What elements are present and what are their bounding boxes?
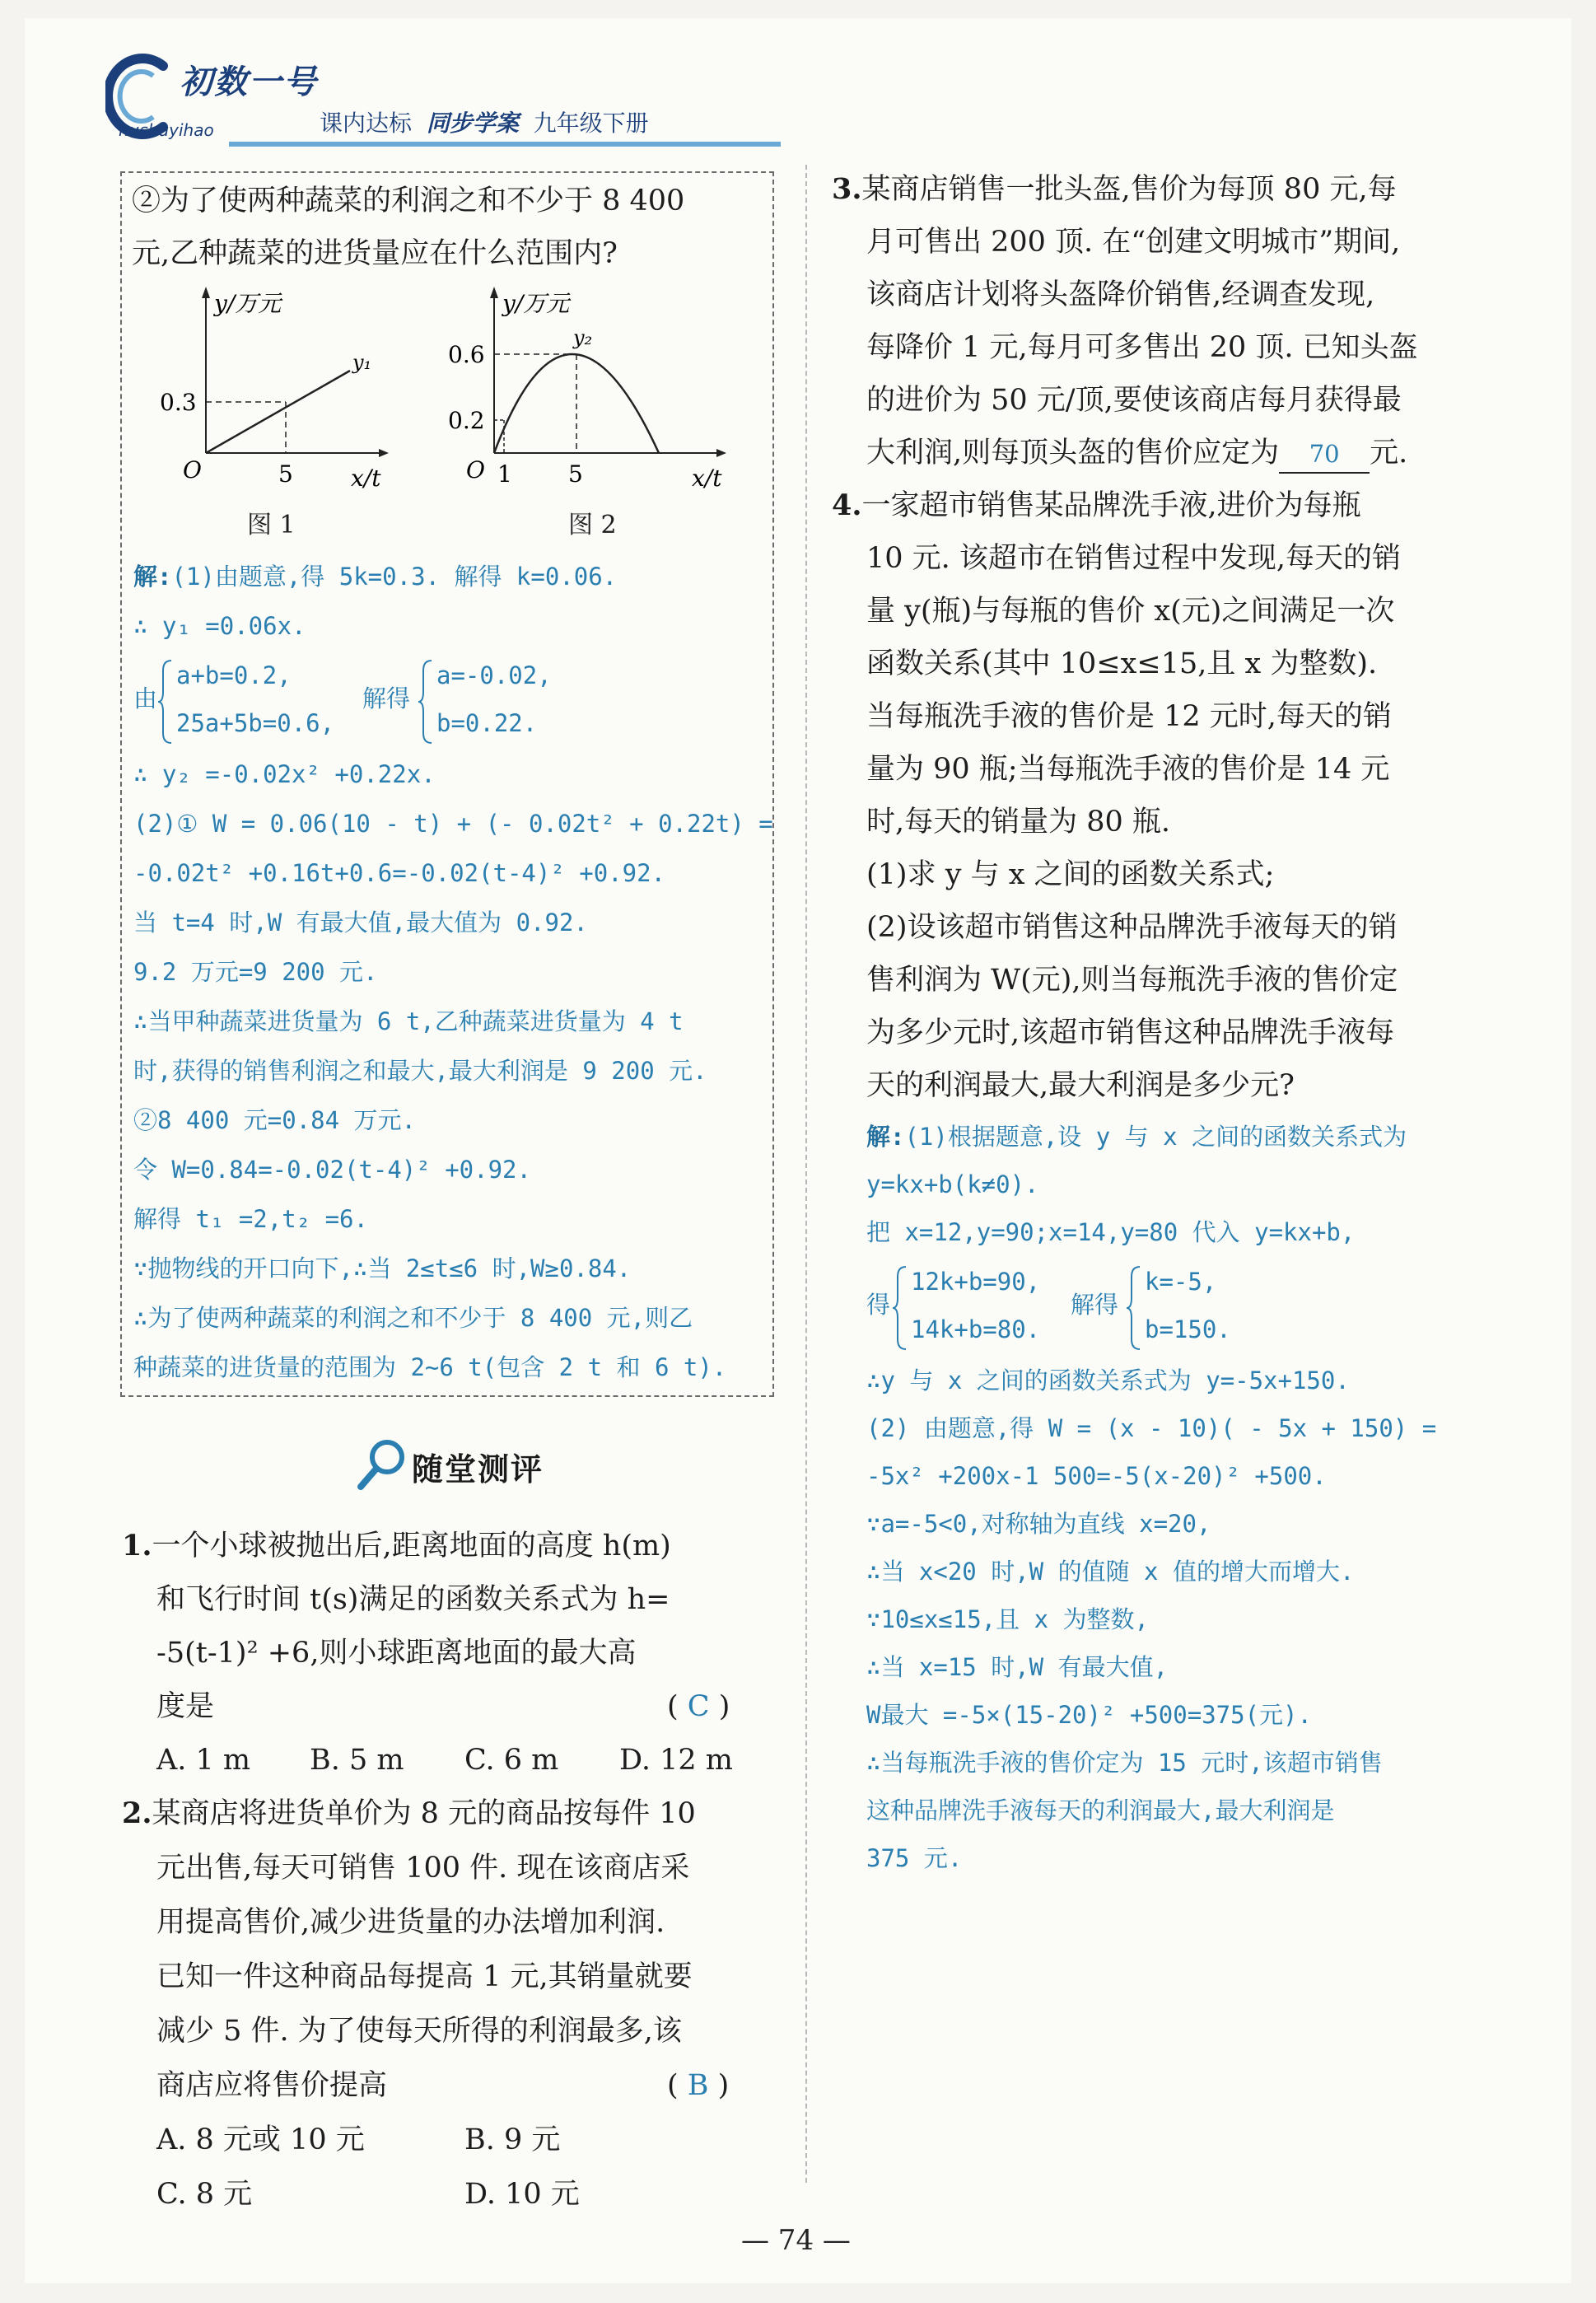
- fig2-y-arrow: [490, 287, 498, 298]
- question-4-line: 时,每天的销量为 80 瓶.: [866, 806, 1171, 839]
- question-3-line: [866, 427, 1407, 479]
- solution-text: (1)由题意,得 5k=0.3. 解得 k=0.06.: [171, 563, 618, 591]
- fill-answer: 70: [1309, 440, 1340, 468]
- left-brace-icon: [1125, 1265, 1143, 1351]
- q4-solution-line: W最大 =-5×(15-20)² +500=375(元).: [866, 1701, 1312, 1729]
- question-2-line: [122, 1787, 696, 1840]
- subtitle-series: 同步学案: [426, 110, 519, 137]
- question-4-line: (2)设该超市销售这种品牌洗手液每天的销: [866, 911, 1398, 944]
- fig2-origin: O: [466, 456, 485, 483]
- question-text: 某商店销售一批头盔,售价为每顶 80 元,每: [861, 173, 1397, 206]
- question-4-line: 量为 90 瓶;当每瓶洗手液的售价是 14 元: [866, 753, 1390, 786]
- question-2-line: 用提高售价,减少进货量的办法增加利润.: [156, 1906, 665, 1939]
- question-2-line: 元出售,每天可销售 100 件. 现在该商店采: [156, 1852, 690, 1885]
- solution-text: (1)根据题意,设 y 与 x 之间的函数关系式为: [904, 1123, 1407, 1151]
- q4-solution-line: ∵a=-5<0,对称轴为直线 x=20,: [866, 1510, 1211, 1538]
- solution-line: -0.02t² +0.16t+0.6=-0.02(t-4)² +0.92.: [133, 859, 666, 887]
- solution-line: 解得: [362, 684, 411, 712]
- q4-solution-line: 375 元.: [866, 1844, 963, 1872]
- left-brace-icon: [417, 659, 435, 745]
- system-eq: b=150.: [1145, 1315, 1231, 1343]
- problem-line: ②为了使两种蔬菜的利润之和不少于 8 400: [132, 185, 685, 217]
- fig1-curve-label: y₁: [352, 351, 372, 374]
- question-4-line: 函数关系(其中 10≤x≤15,且 x 为整数).: [866, 647, 1378, 680]
- question-4-line: 量 y(瓶)与每瓶的售价 x(元)之间满足一次: [866, 595, 1395, 628]
- question-4-line: 10 元. 该超市在销售过程中发现,每天的销: [866, 542, 1402, 575]
- system-eq: 14k+b=80.: [911, 1315, 1041, 1343]
- question-1-line: [122, 1520, 671, 1572]
- q4-solution-line: ∴当 x<20 时,W 的值随 x 值的增大而增大.: [866, 1558, 1355, 1586]
- fig2-tick-x2: 5: [568, 460, 583, 488]
- system-eq: k=-5,: [1145, 1268, 1217, 1296]
- fig2-curve-label: y₂: [573, 326, 593, 349]
- question-1-line: 度是: [156, 1690, 215, 1723]
- solution-line: ∴为了使两种蔬菜的利润之和不少于 8 400 元,则乙: [133, 1304, 693, 1332]
- left-brace-icon: [891, 1265, 909, 1351]
- system-eq: b=0.22.: [436, 709, 538, 737]
- solution-line: ∴ y₁ =0.06x.: [133, 612, 306, 640]
- question-number: 3.: [832, 172, 862, 206]
- figure-1-graph: [156, 280, 395, 494]
- answer-choice: C: [687, 1690, 710, 1723]
- fig2-tick-x1: 1: [497, 460, 512, 488]
- fill-blank: [1279, 435, 1370, 474]
- option-c: C. 6 m: [464, 1744, 559, 1777]
- answer-choice: B: [687, 2069, 709, 2102]
- question-number: 4.: [832, 488, 862, 522]
- solution-label: 解:: [866, 1123, 905, 1151]
- question-3-line: 每降价 1 元,每月可多售出 20 顶. 已知头盔: [866, 331, 1418, 364]
- question-3-line: 的进价为 50 元/顶,要使该商店每月获得最: [866, 384, 1402, 417]
- solution-line: ∴ y₂ =-0.02x² +0.22x.: [133, 760, 436, 788]
- system-eq: a=-0.02,: [436, 661, 552, 689]
- header: [105, 51, 682, 150]
- fig1-y-arrow: [202, 287, 210, 298]
- fig1-ylabel: y/万元: [214, 290, 282, 317]
- question-3-line: [832, 163, 1397, 216]
- question-3-line: 月可售出 200 顶. 在“创建文明城市”期间,: [866, 226, 1401, 259]
- q4-solution-line: ∵10≤x≤15,且 x 为整数,: [866, 1605, 1149, 1633]
- page-number: — 74 —: [741, 2224, 851, 2257]
- q4-solution-line: 解得: [1071, 1291, 1119, 1319]
- magnifier-icon: [354, 1437, 408, 1492]
- answer-bracket: ( B ): [667, 2069, 730, 2102]
- question-text: 一家超市销售某品牌洗手液,进价为每瓶: [861, 489, 1361, 522]
- problem-line: 元,乙种蔬菜的进货量应在什么范围内?: [132, 237, 618, 270]
- answer-bracket: ( C ): [667, 1690, 730, 1723]
- question-1-line: -5(t-1)² +6,则小球距离地面的最大高: [156, 1637, 637, 1670]
- fig2-ylabel: y/万元: [502, 290, 570, 317]
- figure-1-caption: 图 1: [247, 511, 296, 540]
- solution-line: ②8 400 元=0.84 万元.: [133, 1106, 416, 1134]
- fig1-tick-x: 5: [278, 460, 293, 488]
- solution-line: 由: [133, 684, 158, 712]
- header-rule: [229, 142, 781, 147]
- solution-label: 解:: [133, 563, 172, 591]
- solution-line: ∵抛物线的开口向下,∴当 2≤t≤6 时,W≥0.84.: [133, 1254, 632, 1282]
- option-d: D. 12 m: [619, 1744, 733, 1777]
- question-text: 大利润,则每顶头盔的售价应定为: [866, 437, 1280, 469]
- q4-solution-line: [866, 1112, 1407, 1161]
- solution-line: (2)① W = 0.06(10 - t) + (- 0.02t² + 0.22t) =: [133, 810, 773, 838]
- question-4-line: (1)求 y 与 x 之间的函数关系式;: [866, 858, 1275, 891]
- question-4-line: 天的利润最大,最大利润是多少元?: [866, 1069, 1295, 1102]
- q4-solution-line: ∴y 与 x 之间的函数关系式为 y=-5x+150.: [866, 1366, 1350, 1394]
- fig2-tick-y2: 0.2: [448, 407, 485, 434]
- option-b: B. 9 元: [464, 2123, 561, 2156]
- option-a: A. 8 元或 10 元: [156, 2123, 365, 2156]
- fig1-line-y1: [206, 371, 350, 453]
- q4-solution-line: -5x² +200x-1 500=-5(x-20)² +500.: [866, 1462, 1327, 1490]
- solution-line: 当 t=4 时,W 有最大值,最大值为 0.92.: [133, 909, 588, 937]
- question-number: 1.: [122, 1529, 152, 1563]
- question-2-line: 商店应将售价提高: [156, 2069, 388, 2102]
- section-title: 随堂测评: [412, 1451, 544, 1488]
- question-text: 元.: [1370, 437, 1408, 469]
- option-c: C. 8 元: [156, 2178, 253, 2211]
- solution-line: 解得 t₁ =2,t₂ =6.: [133, 1205, 368, 1233]
- q4-solution-line: 得: [866, 1291, 891, 1319]
- book-subtitle: [320, 105, 649, 138]
- brand-pinyin: hushuyihao: [119, 120, 214, 140]
- fig2-xlabel: x/t: [692, 465, 722, 492]
- column-divider: [805, 165, 807, 2183]
- solution-line: 种蔬菜的进货量的范围为 2~6 t(包含 2 t 和 6 t).: [133, 1353, 727, 1381]
- q4-solution-line: ∴当每瓶洗手液的售价定为 15 元时,该超市销售: [866, 1749, 1383, 1777]
- system-eq: a+b=0.2,: [176, 661, 292, 689]
- fig1-xlabel: x/t: [351, 465, 381, 492]
- solution-line: 令 W=0.84=-0.02(t-4)² +0.92.: [133, 1156, 531, 1184]
- fig1-tick-y: 0.3: [160, 389, 197, 416]
- question-text: 一个小球被抛出后,距离地面的高度 h(m): [152, 1530, 671, 1563]
- question-text: 某商店将进货单价为 8 元的商品按每件 10: [152, 1797, 696, 1830]
- subtitle-grade: 九年级下册: [533, 110, 649, 137]
- system-eq: 25a+5b=0.6,: [176, 709, 335, 737]
- question-2-line: 已知一件这种商品每提高 1 元,其销量就要: [156, 1960, 693, 1993]
- solution-line: 9.2 万元=9 200 元.: [133, 958, 378, 986]
- solution-line: [133, 552, 617, 601]
- q4-solution-line: ∴当 x=15 时,W 有最大值,: [866, 1653, 1169, 1681]
- question-number: 2.: [122, 1796, 152, 1830]
- fig2-tick-y1: 0.6: [448, 341, 485, 368]
- fig1-x-arrow: [379, 449, 389, 457]
- q4-solution-line: 这种品牌洗手液每天的利润最大,最大利润是: [866, 1796, 1335, 1824]
- question-4-line: [832, 479, 1361, 532]
- question-2-line: 减少 5 件. 为了使每天所得的利润最多,该: [156, 2015, 682, 2048]
- question-4-line: 售利润为 W(元),则当每瓶洗手液的售价定: [866, 964, 1398, 997]
- question-1-line: 和飞行时间 t(s)满足的函数关系式为 h=: [156, 1583, 670, 1616]
- question-4-line: 当每瓶洗手液的售价是 12 元时,每天的销: [866, 700, 1392, 733]
- solution-line: ∴当甲种蔬菜进货量为 6 t,乙种蔬菜进货量为 4 t: [133, 1007, 684, 1035]
- option-a: A. 1 m: [156, 1744, 251, 1777]
- figure-2-caption: 图 2: [568, 511, 617, 540]
- option-b: B. 5 m: [310, 1744, 404, 1777]
- figure-2-graph: [445, 280, 741, 494]
- brand-title: 初数一号: [180, 63, 318, 101]
- q4-solution-line: 把 x=12,y=90;x=14,y=80 代入 y=kx+b,: [866, 1218, 1356, 1246]
- left-brace-icon: [156, 659, 175, 745]
- q4-solution-line: y=kx+b(k≠0).: [866, 1170, 1039, 1198]
- question-4-line: 为多少元时,该超市销售这种品牌洗手液每: [866, 1016, 1395, 1049]
- solution-line: 时,获得的销售利润之和最大,最大利润是 9 200 元.: [133, 1057, 707, 1085]
- question-3-line: 该商店计划将头盔降价销售,经调查发现,: [866, 278, 1375, 311]
- system-eq: 12k+b=90,: [911, 1268, 1041, 1296]
- fig1-origin: O: [183, 456, 202, 483]
- q4-solution-line: (2) 由题意,得 W = (x - 10)( - 5x + 150) =: [866, 1414, 1437, 1442]
- fig2-x-arrow: [716, 449, 726, 457]
- subtitle-course: 课内达标: [320, 110, 413, 137]
- option-d: D. 10 元: [464, 2178, 580, 2211]
